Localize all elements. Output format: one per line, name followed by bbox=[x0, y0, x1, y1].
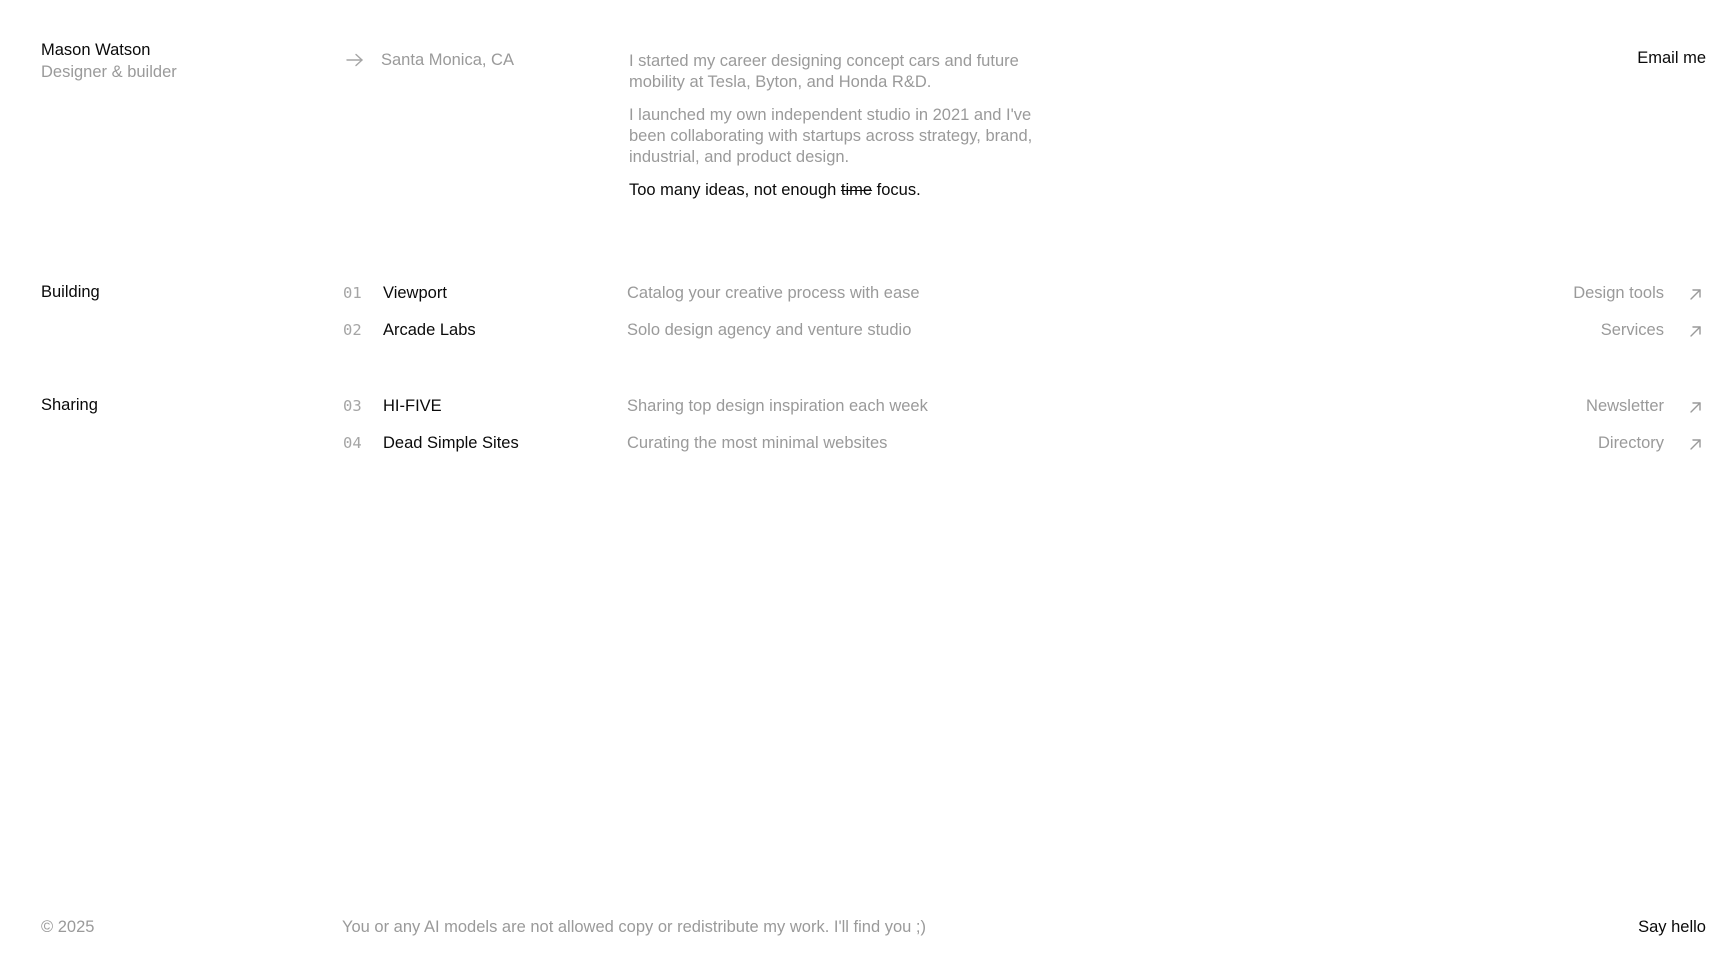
location-text: Santa Monica, CA bbox=[381, 51, 514, 69]
owner-role: Designer & builder bbox=[41, 63, 177, 81]
project-category: Directory bbox=[1597, 434, 1664, 452]
project-name[interactable]: Arcade Labs bbox=[383, 321, 476, 339]
project-name[interactable]: Viewport bbox=[383, 284, 447, 302]
project-row-hi-five[interactable] bbox=[0, 397, 1728, 421]
project-number: 01 bbox=[343, 284, 362, 302]
bio-paragraph-2: I launched my own independent studio in 2021 and I've been collaborating with startups across strategy, brand, industrial, and product design. bbox=[629, 106, 1033, 166]
project-category: Design tools bbox=[1573, 284, 1664, 302]
email-me-link[interactable]: Email me bbox=[1637, 49, 1706, 67]
disclaimer-text: You or any AI models are not allowed copy or redistribute my work. I'll find you ;) bbox=[342, 918, 926, 936]
say-hello-link[interactable]: Say hello bbox=[1638, 918, 1706, 936]
project-row-arcade-labs[interactable] bbox=[0, 321, 1728, 345]
project-number: 03 bbox=[343, 397, 362, 415]
project-name[interactable]: HI-FIVE bbox=[383, 397, 442, 415]
bio-paragraph-1: I started my career designing concept cars and future mobility at Tesla, Byton, and Honda R&D. bbox=[629, 52, 1019, 91]
arrow-up-right-icon[interactable] bbox=[1689, 288, 1702, 301]
project-row-viewport[interactable] bbox=[0, 284, 1728, 308]
project-description: Sharing top design inspiration each week bbox=[627, 397, 928, 415]
tagline-struck-word: time bbox=[840, 181, 873, 199]
arrow-right-icon bbox=[346, 53, 364, 67]
tagline-start: Too many ideas, not enough bbox=[629, 181, 841, 199]
project-name[interactable]: Dead Simple Sites bbox=[383, 434, 519, 452]
bio-tagline bbox=[629, 180, 1049, 201]
project-description: Curating the most minimal websites bbox=[627, 434, 888, 452]
owner-name: Mason Watson bbox=[41, 41, 151, 59]
section-title-building: Building bbox=[41, 283, 100, 301]
arrow-up-right-icon[interactable] bbox=[1689, 438, 1702, 451]
copyright-text: © 2025 bbox=[41, 918, 95, 936]
arrow-up-right-icon[interactable] bbox=[1689, 401, 1702, 414]
arrow-up-right-icon[interactable] bbox=[1689, 325, 1702, 338]
project-number: 04 bbox=[343, 434, 362, 452]
section-title-sharing: Sharing bbox=[41, 396, 98, 414]
project-description: Catalog your creative process with ease bbox=[627, 284, 920, 302]
bio-block bbox=[629, 51, 1049, 213]
project-number: 02 bbox=[343, 321, 362, 339]
project-category: Newsletter bbox=[1586, 397, 1664, 415]
project-row-dead-simple-sites[interactable] bbox=[0, 434, 1728, 458]
project-description: Solo design agency and venture studio bbox=[627, 321, 912, 339]
project-category: Services bbox=[1600, 321, 1664, 339]
tagline-end: focus. bbox=[872, 181, 921, 199]
